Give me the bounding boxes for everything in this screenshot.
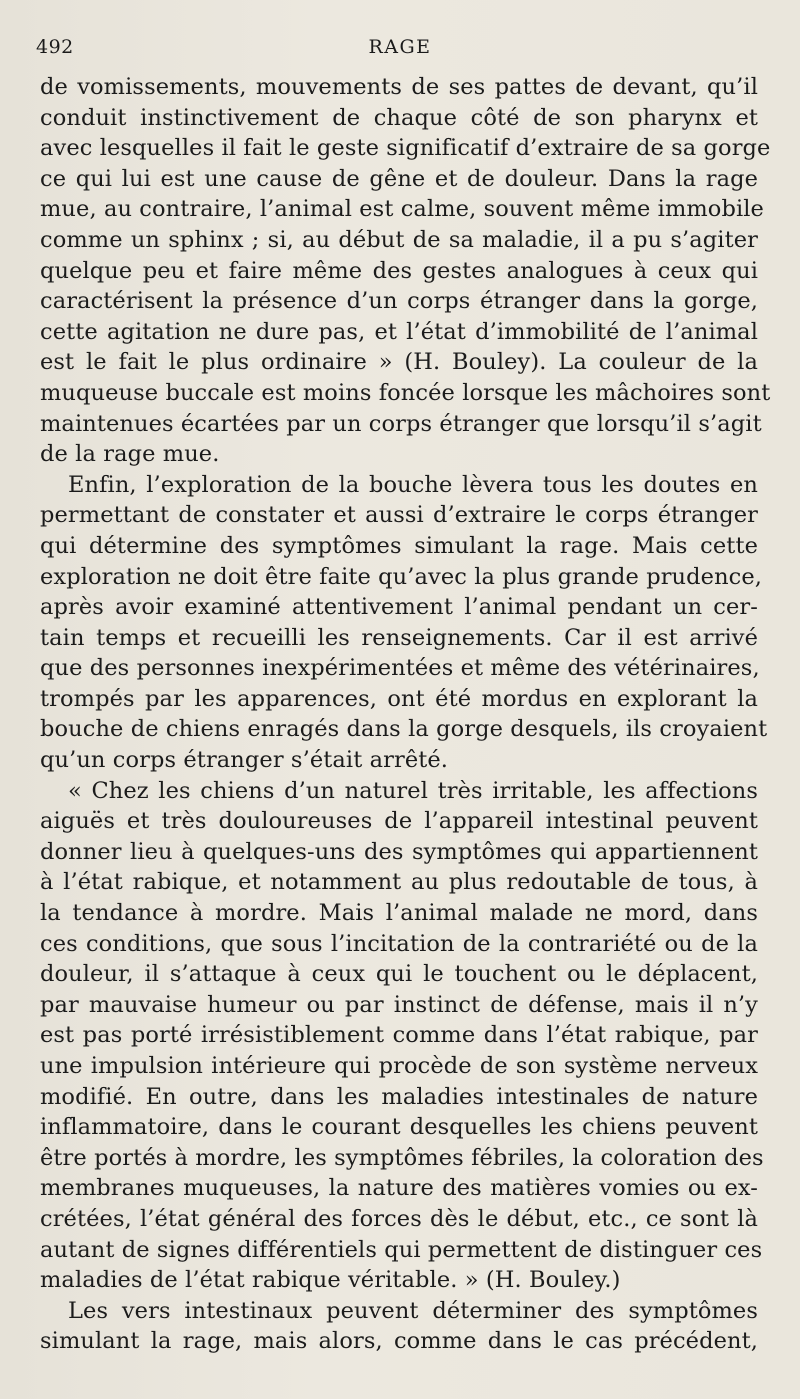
text-line: muqueuse buccale est moins foncée lorsque les mâchoires sont [40,379,771,406]
text-line: donner lieu à quelques-uns des symptômes qui appartiennent [40,838,758,865]
text-line: à l’état rabique, et notamment au plus redoutable de tous, à [40,869,758,896]
text-line: après avoir examiné attentivement l’animal pendant un cer- [40,594,758,621]
body-text [40,72,771,1357]
text-line: conduit instinctivement de chaque côté de son pharynx et [40,104,758,131]
text-line: est pas porté irrésistiblement comme dans l’état rabique, par [40,1022,758,1049]
text-line: simulant la rage, mais alors, comme dans le cas précédent, [40,1328,758,1355]
page-number: 492 [36,36,74,58]
text-line: maladies de l’état rabique véritable. » (H. Bouley.) [40,1267,621,1294]
text-line: maintenues écartées par un corps étranger que lorsqu’il s’agit [40,410,762,437]
text-line: permettant de constater et aussi d’extraire le corps étranger [40,502,758,529]
text-line: quelque peu et faire même des gestes analogues à ceux qui [40,257,758,284]
text-line: « Chez les chiens d’un naturel très irritable, les affections [68,777,758,804]
text-line: mue, au contraire, l’animal est calme, souvent même immobile [40,196,764,223]
text-line: tain temps et recueilli les renseignements. Car il est arrivé [40,624,758,651]
text-line: de vomissements, mouvements de ses pattes de devant, qu’il [40,74,758,100]
text-line: comme un sphinx ; si, au début de sa maladie, il a pu s’agiter [40,226,758,253]
text-line: par mauvaise humeur ou par instinct de défense, mais il n’y [40,991,758,1018]
text-line: aiguës et très douloureuses de l’appareil intestinal peuvent [40,808,758,835]
text-line: que des personnes inexpérimentées et même des vétérinaires, [40,655,760,682]
text-line: crétées, l’état général des forces dès le début, etc., ce sont là [40,1205,758,1232]
text-line: cette agitation ne dure pas, et l’état d’immobilité de l’animal [40,318,758,345]
text-line: membranes muqueuses, la nature des matières vomies ou ex- [40,1175,758,1202]
text-line: bouche de chiens enragés dans la gorge desquels, ils croyaient [40,716,768,743]
text-line: être portés à mordre, les symptômes fébriles, la coloration des [40,1144,764,1171]
text-line: inflammatoire, dans le courant desquelles les chiens peuvent [40,1114,758,1141]
text-line: autant de signes différentiels qui permettent de distinguer ces [40,1236,763,1263]
text-line: modifié. En outre, dans les maladies intestinales de nature [40,1083,758,1110]
text-line: de la rage mue. [40,441,220,468]
text-line: Enfin, l’exploration de la bouche lèvera tous les doutes en [68,471,758,498]
text-line: ce qui lui est une cause de gêne et de douleur. Dans la rage [40,165,758,192]
text-line: trompés par les apparences, ont été mordus en explorant la [40,685,758,712]
text-line: est le fait le plus ordinaire » (H. Bouley). La couleur de la [40,349,758,376]
text-line: ces conditions, que sous l’incitation de la contrariété ou de la [40,930,758,957]
text-line: qu’un corps étranger s’était arrêté. [40,747,449,774]
text-line: une impulsion intérieure qui procède de son système nerveux [40,1053,758,1079]
running-head: RAGE [368,36,432,58]
text-line: douleur, il s’attaque à ceux qui le touchent ou le déplacent, [40,961,758,988]
page-header [36,36,764,60]
text-line: qui détermine des symptômes simulant la rage. Mais cette [40,532,758,559]
text-line: caractérisent la présence d’un corps étranger dans la gorge, [40,288,758,315]
text-line: la tendance à mordre. Mais l’animal malade ne mord, dans [40,900,758,927]
text-line: avec lesquelles il fait le geste significatif d’extraire de sa gorge [40,135,771,162]
text-line: Les vers intestinaux peuvent déterminer des symptômes [68,1297,758,1324]
text-line: exploration ne doit être faite qu’avec la plus grande prudence, [40,563,763,590]
